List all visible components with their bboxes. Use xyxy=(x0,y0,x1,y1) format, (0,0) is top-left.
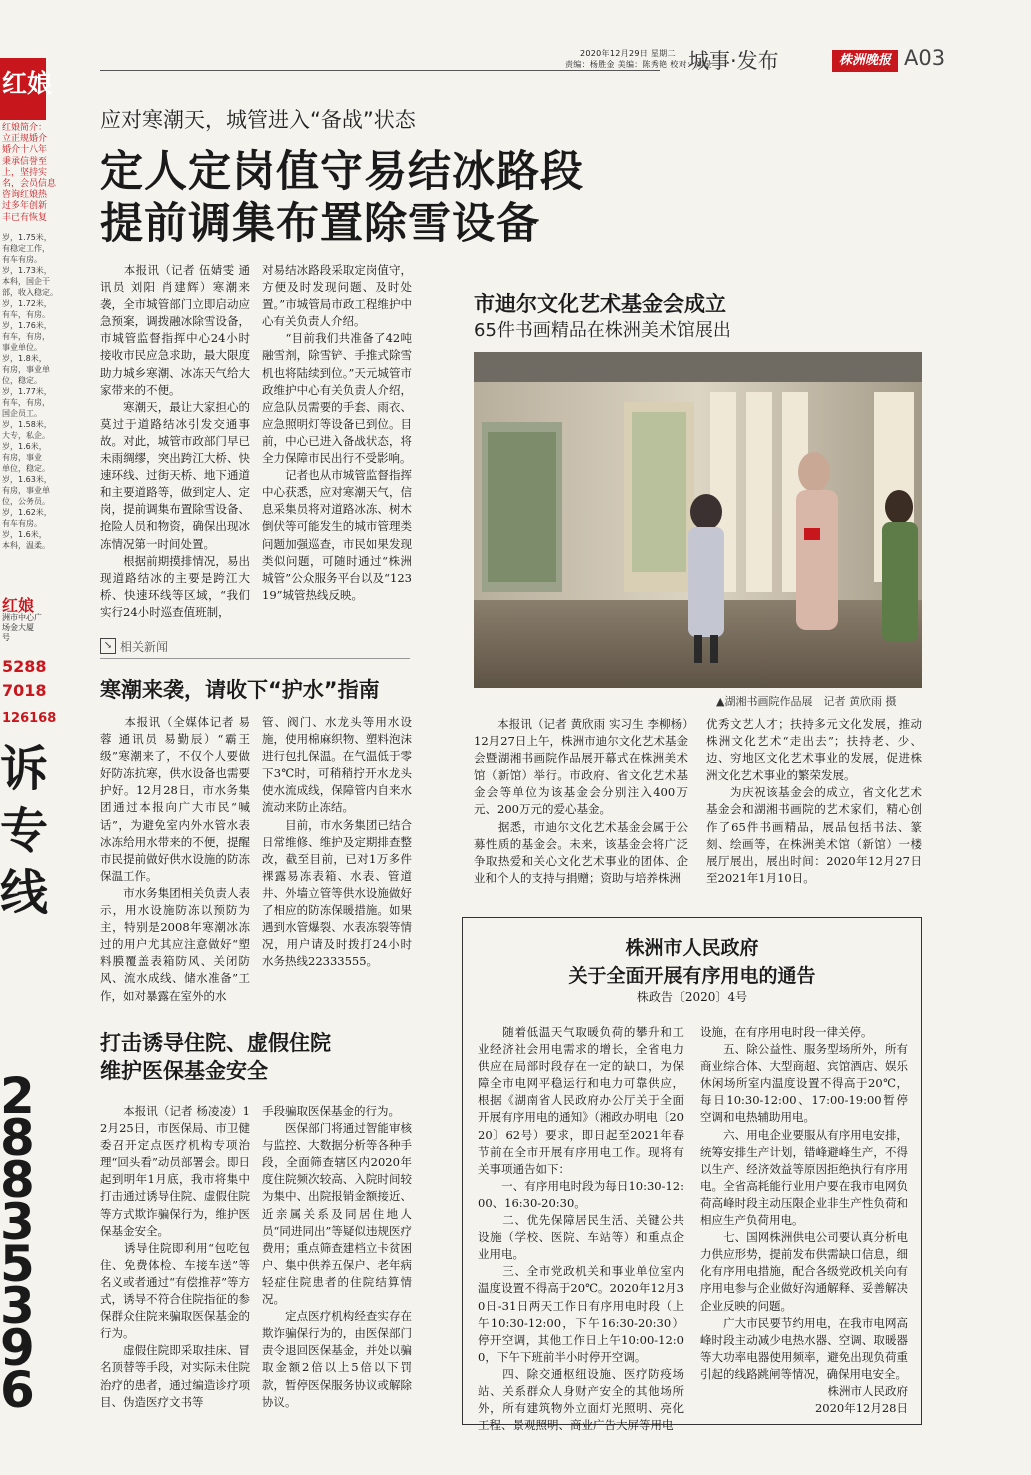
arrow-icon: ↘ xyxy=(100,638,116,654)
notice-sign-date: 2020年12月28日 xyxy=(814,1401,908,1416)
art-body-column: 优秀文艺人才；扶持多元文化发展，推动株洲文化艺术“走出去”；扶持老、少、边、穷地区文化艺术事业的发展，促进株洲文化艺术事业的繁荣发展。 为庆祝该基金会的成立，省文化艺术基金会和湖湘书画院的艺术家们，精心创作了65件书画精品，展品包括书法、篆刻、绘画等，在株洲美术馆（新馆）一楼展厅展出，展出时间：2020年12月27日至2021年1月10日。 xyxy=(706,717,922,885)
water-body-column: 管、阀门、水龙头等用水设施，使用棉麻织物、塑料泡沫进行包扎保温。在气温低于零下3℃时，可稍稍拧开水龙头使水流成线，保障管内自来水流动来防止冻结。 目前，市水务集团已结合日常维修、维护及定期排查整改，截至目前，已对1万多件裸露易冻表箱、水表、管道井、外墙立管等供水设施做好了相应的防冻保暖措施。如果遇到水管爆裂、水表冻裂等情况，用户请及时拨打24小时水务热线22333555。 xyxy=(262,715,412,969)
side-ad-members: 岁，1.75米， 有稳定工作， 有车有房。 岁，1.73米， 本科，国企干 部，收入稳定。 岁，1.72米， 有车，有房。 岁，1.76米， 有车，有房， 事业单位。 岁，1.8米， 有房，事业单 位，稳定。 岁，1.77米， 有车，有房， 国企员工。 岁，1.58米， 大专，私企。 岁，1.6米， 有房，事业 单位，稳定。 岁，1.63米， 有房，事业单 位，公务员。 岁，1.62米， 有车有房。 岁，1.6米， 本科，温柔。 xyxy=(2,233,58,550)
photo-caption: ▲湖湘书画院作品展 记者 黄欣雨 摄 xyxy=(716,695,897,708)
side-ad-hotline-label: 诉 专 线 xyxy=(0,741,49,921)
page-number: A03 xyxy=(904,46,946,70)
side-ad-address: 洲市中心广 场金大厦 号 xyxy=(2,613,42,642)
notice-body-column: 设施，在有序用电时段一律关停。 五、除公益性、服务型场所外，所有商业综合体、大型商超、宾馆酒店、娱乐休闲场所室内温度设置不得高于20℃，每日10:30-12:00、17:00-19:00暂停空调和电热辅助用电。 六、用电企业要服从有序用电安排，统筹安排生产计划，错峰避峰生产，不得以生产、经济效益等原因拒绝执行有序用电。全省高耗能行业用户要在我市电网负荷高峰时段主动压限企业非生产性负荷和相应生产负荷用电。 七、国网株洲供电公司要认真分析电力供应形势，提前发布供需缺口信息，细化有序用电措施，配合各级党政机关向有序用电参与企业做好沟通解释、妥善解决企业反映的问题。 广大市民要节约用电，在我市电网高峰时段主动减少电热水器、空调、取暖器等大功率电器使用频率，避免出现负荷重引起的线路跳闸等情况，确保用电安全。 xyxy=(700,1025,908,1381)
side-ad-phone: 5288 xyxy=(2,657,47,676)
exhibition-photo xyxy=(474,352,922,688)
editor-credits: 责编：杨胜金 美编：陈秀艳 校对：刘昱 xyxy=(565,60,712,69)
notice-body-column: 随着低温天气取暖负荷的攀升和工业经济社会用电需求的增长，全省电力供应在局部时段存在一定的缺口，为保障全市电网平稳运行和电力可靠供应，根据《湖南省人民政府办公厅关于全面开展有序用电的通知》（湘政办明电〔2020〕62号）要求，即日起至2021年春节前在全市开展有序用电工作。现将有关事项通告如下： 一、有序用电时段为每日10:30-12:00、16:30-20:30。 二、优先保障居民生活、关键公共设施（学校、医院、车站等）和重点企业用电。 三、全市党政机关和事业单位室内温度设置不得高于20℃。2020年12月30日-31日两天工作日有序用电时段（上午10:30-12:00，下午16:30-20:30）停开空调，其他工作日上午10:00-12:00，下午下班前半小时停开空调。 四、除交通枢纽设施、医疗防疫场站、关系群众人身财产安全的其他场所外，所有建筑物外立面灯光照明、亮化工程、景观照明、商业广告大屏等用电 xyxy=(478,1025,684,1433)
art-headline: 市迪尔文化艺术基金会成立 xyxy=(474,292,726,316)
newspaper-logo: 株洲晚报 xyxy=(832,50,898,72)
notice-document-number: 株政告〔2020〕4号 xyxy=(636,990,748,1004)
side-ad-hotline-number: 2 8 8 3 5 3 9 6 xyxy=(0,1067,35,1419)
header-rule xyxy=(100,70,660,71)
notice-body-column-wrap xyxy=(700,1024,908,1417)
issue-date: 2020年12月29日 星期二 xyxy=(580,49,676,58)
art-subheadline: 65件书画精品在株洲美术馆展出 xyxy=(474,320,731,341)
side-ad-name: 红娘 xyxy=(2,596,35,615)
water-body-column: 本报讯（全媒体记者 易蓉 通讯员 易勤辰）“霸王级”寒潮来了，不仅个人要做好防冻抗寒，供水设备也需要护好。12月28日，市水务集团通过本报向广大市民“喊话”，为避免室内外水管水表冰冻给用水带来的不便，提醒市民提前做好供水设施的防冻保温工作。 市水务集团相关负责人表示，用水设施防冻以预防为主，特别是2008年寒潮冰冻过的用户尤其应注意做好“塑料膜覆盖表箱防风、关闭防风、流水成线、储水准备”工作，如对暴露在室外的水 xyxy=(100,715,250,1003)
lead-headline: 提前调集布置除雪设备 xyxy=(100,199,540,249)
notice-title: 关于全面开展有序用电的通告 xyxy=(568,965,816,987)
related-news-label: 相关新闻 xyxy=(120,640,169,654)
fraud-body-column: 手段骗取医保基金的行为。 医保部门将通过智能审核与监控、大数据分析等各种手段，全面筛查辖区内2020年度住院频次较高、入院时间较为集中、出院报销金额接近、近亲属关系及同居住地人员“同进同出”等疑似违规医疗费用；重点筛查建档立卡贫困户、集中供养五保户、老年病轻症住院患者的住院结算情况。 定点医疗机构经查实存在欺诈骗保行为的，由医保部门责令退回医保基金，并处以骗取金额2倍以上5倍以下罚款，暂停医保服务协议或解除协议。 xyxy=(262,1104,412,1409)
lead-headline: 定人定岗值守易结冰路段 xyxy=(100,147,584,197)
fraud-headline: 维护医保基金安全 xyxy=(100,1059,268,1083)
fraud-headline: 打击诱导住院、虚假住院 xyxy=(100,1031,331,1055)
side-ad-phone: 126168 xyxy=(2,711,57,726)
lead-body-column: 对易结冰路段采取定岗值守，方便及时发现问题、及时处置。”市城管局市政工程维护中心有关负责人介绍。 “目前我们共准备了42吨融雪剂，除雪铲、手推式除雪机也将陆续到位。”天元城管市政维护中心有关负责人介绍，应急队员需要的手套、雨衣、应急照明灯等设备已到位。目前，中心已进入备战状态，将全力保障市民出行不受影响。 记者也从市城管监督指挥中心获悉，应对寒潮天气，信息采集员将对道路冰冻、树木倒伏等可能发生的城市管理类问题加强巡查，市民如果发现类似问题，可随时通过“株洲城管”公众服务平台以及“12319”城管热线反映。 xyxy=(262,263,412,602)
side-ad-intro: 红娘简介： 立正规婚介 婚介十八年 秉承信誉至 上，坚持实 名，会员信息 咨询红娘热 过多年创新 丰已有恢复 xyxy=(2,123,57,223)
fraud-body-column: 本报讯（记者 杨凌凌）12月25日，市医保局、市卫健委召开定点医疗机构专项治理“回头看”动员部署会。即日起到明年1月底，我市将集中打击通过诱导住院、虚假住院等方式欺诈骗保行为，维护医保基金安全。 诱导住院即利用“包吃包住、免费体检、车接车送”等名义或者通过“有偿推荐”等方式，诱导不符合住院指征的参保群众住院来骗取医保基金的行为。 虚假住院即采取挂床、冒名顶替等手段，对实际未住院治疗的患者，通过编造诊疗项目、伪造医疗文书等 xyxy=(100,1104,250,1409)
lead-kicker: 应对寒潮天，城管进入“备战”状态 xyxy=(100,108,416,132)
notice-signature: 株洲市人民政府 xyxy=(827,1383,908,1398)
notice-issuer: 株洲市人民政府 xyxy=(625,937,759,959)
lead-body-column: 本报讯（记者 伍婧雯 通讯员 刘阳 肖建辉）寒潮来袭，全市城管部门立即启动应急预案，调拨融冰除雪设备，市城管监督指挥中心24小时接收市民应急求助，最大限度助力城乡寒潮、冰冻天气给大家带来的不便。 寒潮天，最让大家担心的莫过于道路结冰引发交通事故。对此，城管市政部门早已未雨绸缪，突出跨江大桥、快速环线、过街天桥、地下通道和主要道路等，做到定人、定岗，提前调集布置除雪设备、抢险人员和物资，确保出现冰冻情况第一时间处置。 根据前期摸排情况，易出现道路结冰的主要是跨江大桥、快速环线等区域，“我们实行24小时巡查值班制， xyxy=(100,263,250,619)
section-name: 城事·发布 xyxy=(688,49,779,73)
water-headline: 寒潮来袭，请收下“护水”指南 xyxy=(100,678,380,702)
side-ad-title: 红娘 xyxy=(2,69,53,98)
related-rule xyxy=(100,658,410,659)
art-body-column: 本报讯（记者 黄欣雨 实习生 李柳杨）12月27日上午，株洲市迪尔文化艺术基金会暨湖湘书画院作品展开幕式在株洲美术馆（新馆）举行。市政府、省文化艺术基金会等单位为该基金会分别注入400万元、200万元的爱心基金。 据悉，市迪尔文化艺术基金会属于公募性质的基金会。未来，该基金会将广泛争取热爱和关心文化艺术事业的团体、企业和个人的支持与捐赠；资助与培养株洲 xyxy=(474,717,688,885)
side-ad-phone: 7018 xyxy=(2,681,47,700)
